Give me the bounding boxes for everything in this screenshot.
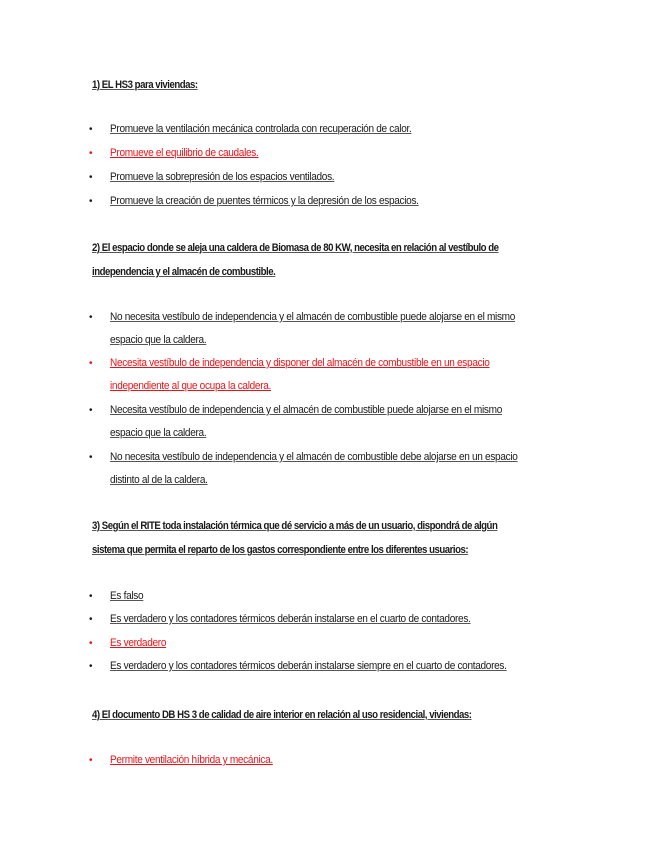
bullet-icon: • <box>89 614 93 625</box>
bullet-icon: • <box>89 591 93 602</box>
question-1-title: 1) EL HS3 para viviendas: <box>92 79 198 91</box>
question-1-option-2-correct <box>89 142 275 166</box>
bullet-icon: • <box>89 638 93 649</box>
bullet-icon: • <box>89 196 93 207</box>
question-2-title-line-2: independencia y el almacén de combustible. <box>92 266 276 278</box>
option-text: Promueve la creación de puentes térmicos y la depresión de los espacios. <box>110 195 419 207</box>
question-3-option-3-correct <box>89 632 172 656</box>
option-text: Es falso <box>110 590 144 602</box>
bullet-icon: • <box>89 124 93 135</box>
bullet-icon: • <box>89 358 93 369</box>
option-text: Necesita vestíbulo de independencia y el almacén de combustible puede alojarse en el mismo <box>110 404 502 416</box>
question-4-title: 4) El documento DB HS 3 de calidad de aire interior en relación al uso residencial, viviendas: <box>92 709 472 721</box>
option-text: No necesita vestíbulo de independencia y el almacén de combustible debe alojarse en un espacio <box>110 451 518 463</box>
question-2-option-4 <box>89 446 563 470</box>
question-2-option-2-cont <box>89 375 289 399</box>
question-2-option-1-cont <box>89 329 217 353</box>
bullet-icon: • <box>89 661 93 672</box>
option-text: No necesita vestíbulo de independencia y el almacén de combustible puede alojarse en el mismo <box>110 311 516 323</box>
bullet-icon: • <box>89 452 93 463</box>
option-text: Permite ventilación híbrida y mecánica. <box>110 754 273 766</box>
bullet-icon: • <box>89 148 93 159</box>
question-2-option-1 <box>89 306 560 330</box>
question-2-option-3-cont <box>89 422 217 446</box>
question-4-option-1-correct <box>89 749 291 773</box>
option-text: Promueve la ventilación mecánica controlada con recuperación de calor. <box>110 123 412 135</box>
option-text: Es verdadero <box>110 637 167 649</box>
bullet-icon: • <box>89 405 93 416</box>
option-text: espacio que la caldera. <box>110 334 207 346</box>
question-2-option-3 <box>89 399 546 423</box>
question-2-title-line-1: 2) El espacio donde se aleja una caldera de Biomasa de 80 KW, necesita en relación al vestíbulo de <box>92 242 499 254</box>
option-text: Es verdadero y los contadores térmicos deberán instalarse en el cuarto de contadores. <box>110 613 471 625</box>
question-3-option-2 <box>89 608 511 632</box>
bullet-icon: • <box>89 755 93 766</box>
question-2-option-2-correct <box>89 352 532 376</box>
question-3-option-1 <box>89 585 147 609</box>
question-3-title-line-2: sistema que permita el reparto de los gastos correspondiente entre los diferentes usuarios: <box>92 544 469 556</box>
question-1-option-3 <box>89 166 359 190</box>
bullet-icon: • <box>89 172 93 183</box>
option-text: espacio que la caldera. <box>110 427 207 439</box>
question-3-option-4 <box>89 655 551 679</box>
question-1-option-1 <box>89 118 445 142</box>
question-1-option-4 <box>89 190 453 214</box>
question-2-option-4-cont <box>89 469 218 493</box>
option-text: Necesita vestíbulo de independencia y disponer del almacén de combustible en un espacio <box>110 357 490 369</box>
option-text: Promueve el equilibrio de caudales. <box>110 147 259 159</box>
option-text: Es verdadero y los contadores térmicos deberán instalarse siempre en el cuarto de contadores. <box>110 660 507 672</box>
option-text: distinto al de la caldera. <box>110 474 208 486</box>
option-text: independiente al que ocupa la caldera. <box>110 380 272 392</box>
option-text: Promueve la sobrepresión de los espacios ventilados. <box>110 171 335 183</box>
question-3-title-line-1: 3) Según el RITE toda instalación térmica que dé servicio a más de un usuario, dispondrá de algún <box>92 520 498 532</box>
bullet-icon: • <box>89 312 93 323</box>
